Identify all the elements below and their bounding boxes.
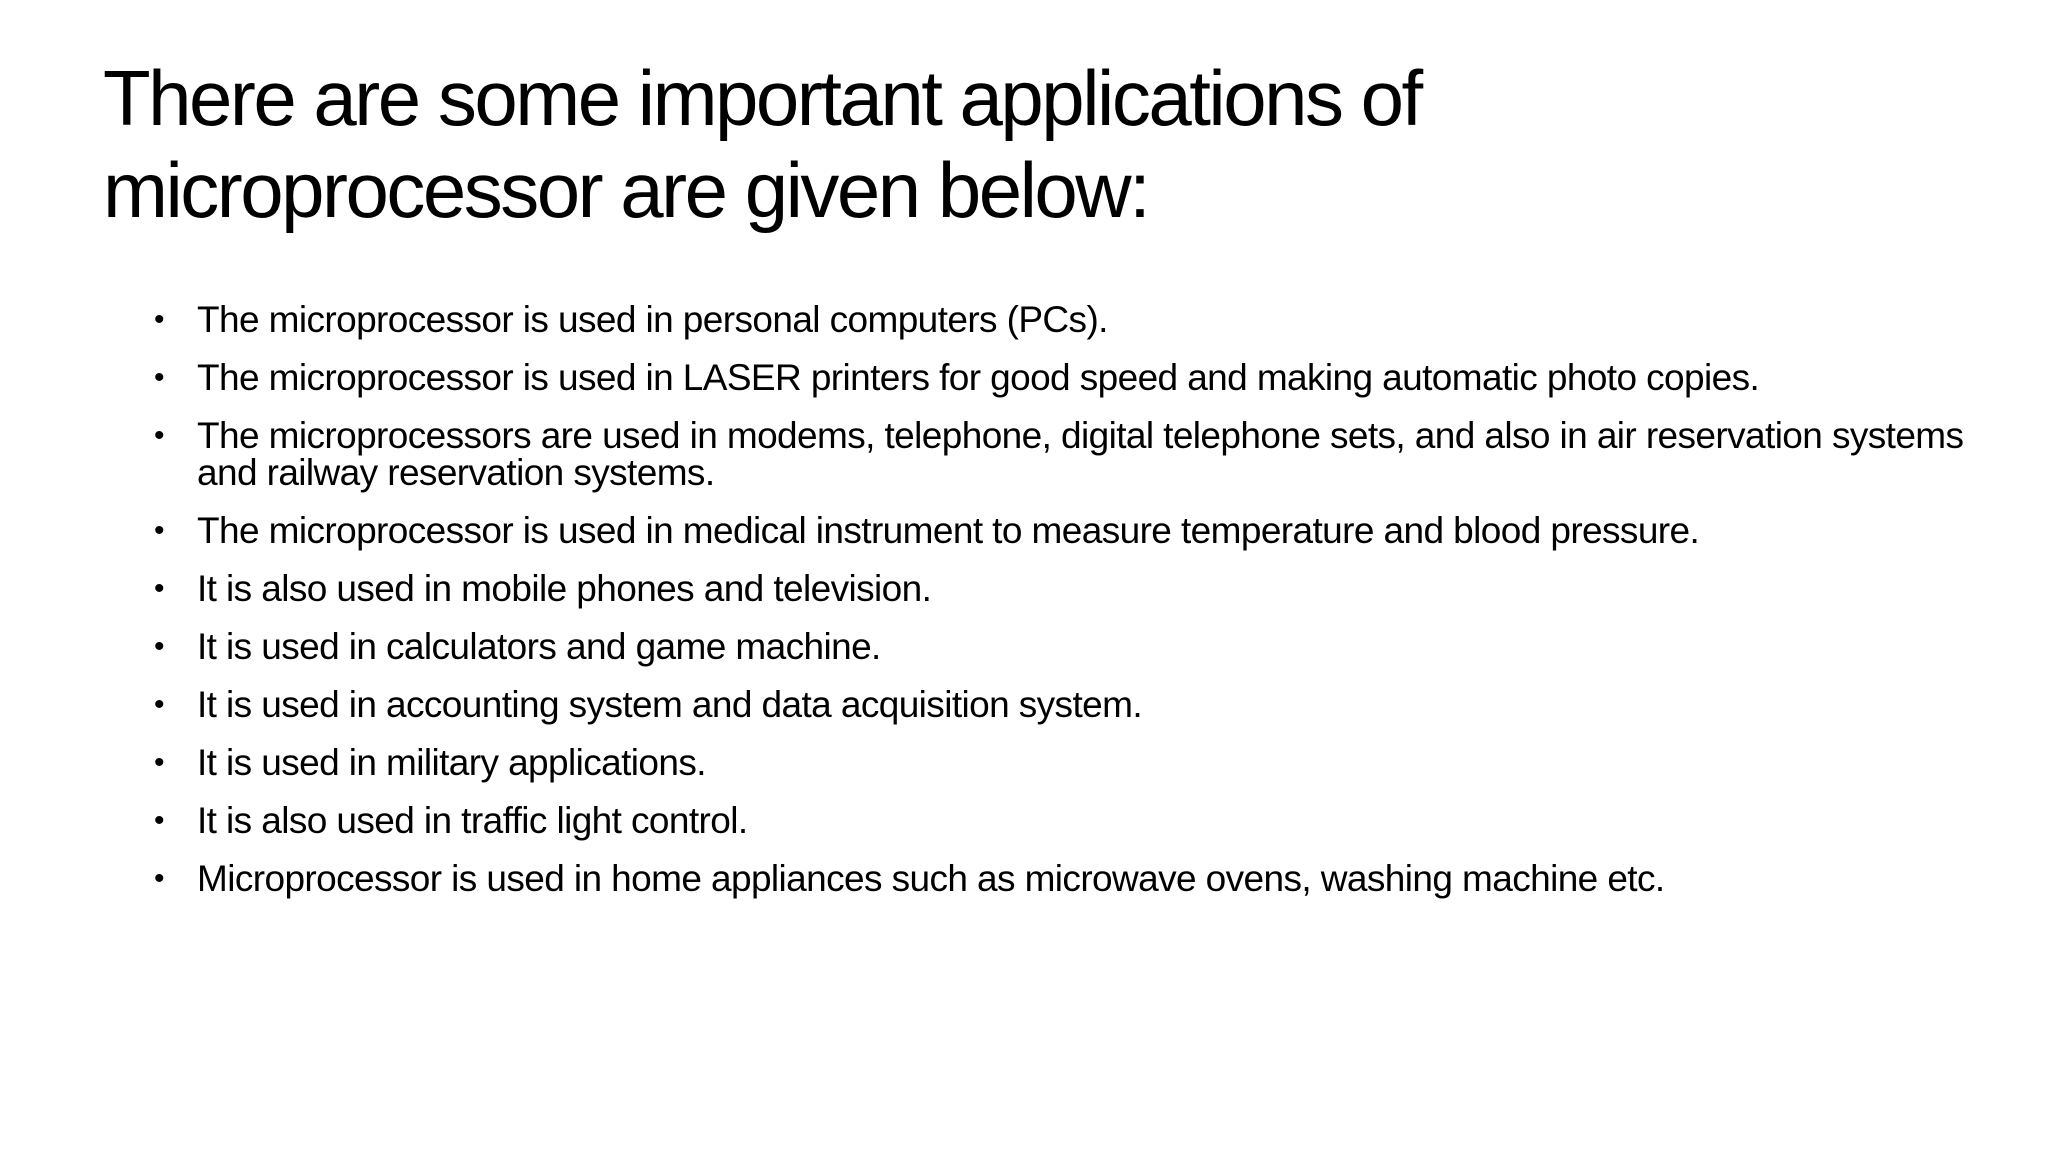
list-item-text: It is used in accounting system and data acquisition system.	[197, 684, 1143, 725]
list-item-text: Microprocessor is used in home appliances such as microwave ovens, washing machine etc.	[197, 858, 1665, 899]
bullet-list	[154, 301, 1974, 918]
list-item-text: The microprocessor is used in LASER printers for good speed and making automatic photo copies.	[197, 357, 1760, 398]
list-item	[154, 802, 1974, 839]
bullet-icon: •	[154, 804, 164, 837]
list-item-text: The microprocessor is used in medical instrument to measure temperature and blood pressure.	[197, 510, 1700, 551]
list-item	[154, 686, 1974, 723]
bullet-icon: •	[154, 746, 164, 779]
list-item-text: It is used in calculators and game machine.	[197, 626, 881, 667]
list-item	[154, 417, 1974, 491]
list-item-text: It is used in military applications.	[197, 742, 706, 783]
list-item	[154, 744, 1974, 781]
list-item	[154, 570, 1974, 607]
list-item	[154, 512, 1974, 549]
list-item	[154, 359, 1974, 396]
bullet-icon: •	[154, 514, 164, 547]
list-item	[154, 860, 1974, 897]
list-item-text: The microprocessors are used in modems, telephone, digital telephone sets, and also in air reservation systems and railway reservation systems.	[197, 415, 1964, 493]
list-item	[154, 301, 1974, 338]
bullet-icon: •	[154, 862, 164, 895]
slide-title: There are some important applications of microprocessor are given below:	[103, 54, 1421, 234]
bullet-icon: •	[154, 572, 164, 605]
bullet-icon: •	[154, 361, 164, 394]
bullet-icon: •	[154, 419, 164, 452]
bullet-icon: •	[154, 303, 164, 336]
list-item-text: It is also used in mobile phones and television.	[197, 568, 932, 609]
list-item-text: It is also used in traffic light control.	[197, 800, 748, 841]
list-item	[154, 628, 1974, 665]
bullet-icon: •	[154, 688, 164, 721]
bullet-icon: •	[154, 630, 164, 663]
list-item-text: The microprocessor is used in personal computers (PCs).	[197, 299, 1108, 340]
